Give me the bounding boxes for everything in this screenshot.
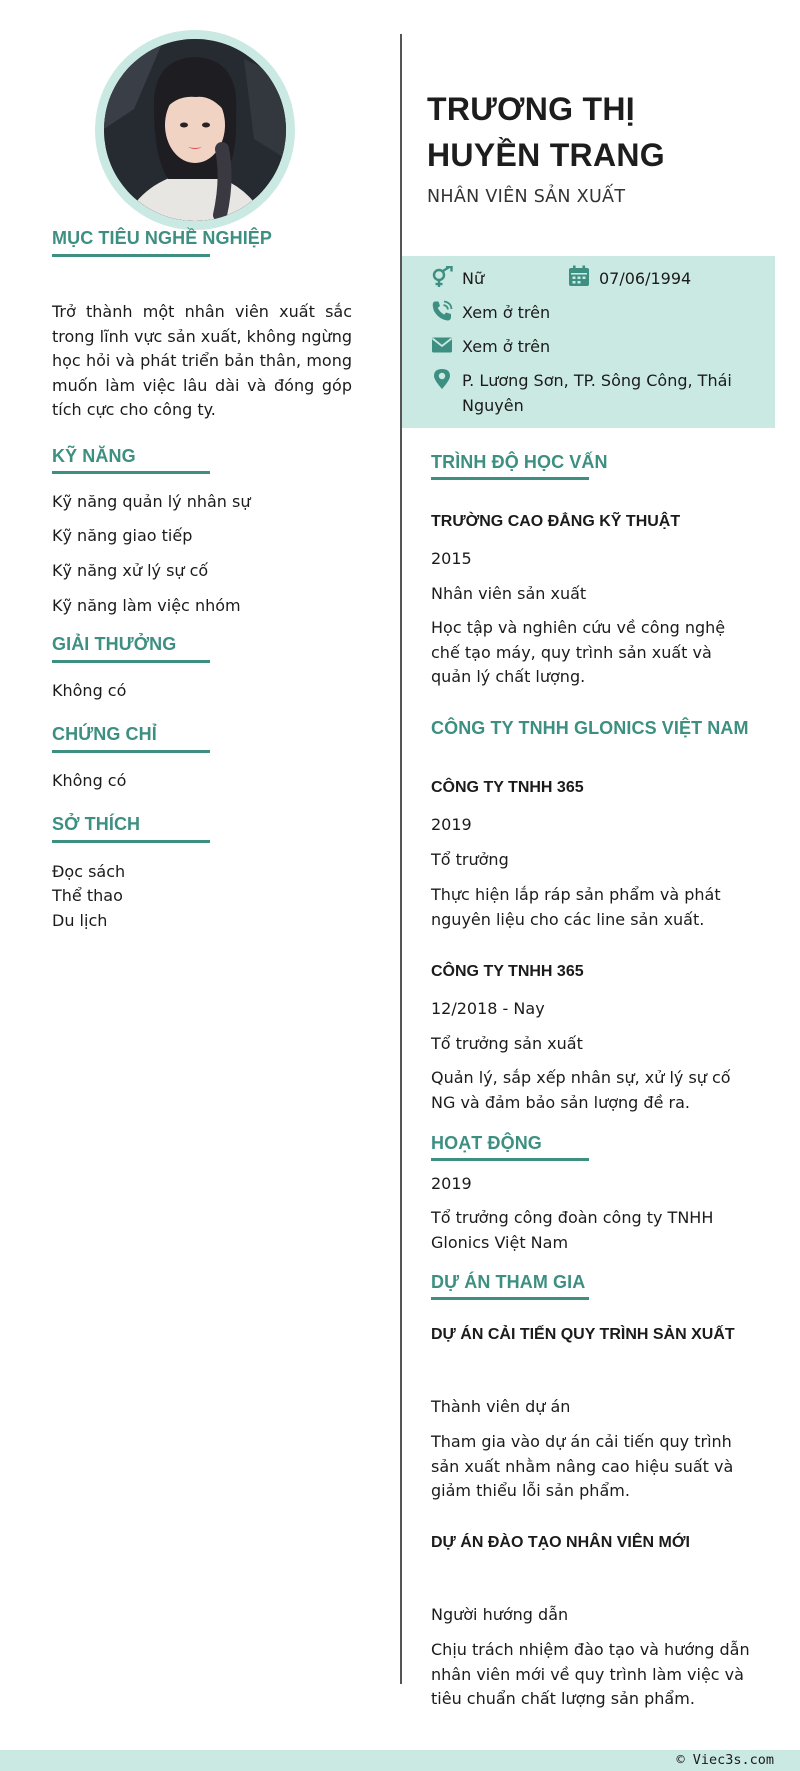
- hobby-item: Đọc sách: [52, 862, 126, 881]
- contact-box: [402, 256, 775, 428]
- certificates-underline: [52, 750, 210, 753]
- project-name: DỰ ÁN CẢI TIẾN QUY TRÌNH SẢN XUẤT: [431, 1326, 735, 1343]
- experience-desc: Quản lý, sắp xếp nhân sự, xử lý sự cố NG và đảm bảo sản lượng đề ra.: [431, 1068, 731, 1112]
- projects-underline: [431, 1297, 589, 1300]
- hobbies-title: SỞ THÍCH: [52, 814, 141, 834]
- project-desc: Chịu trách nhiệm đào tạo và hướng dẫn nhân viên mới về quy trình làm việc và tiêu chuẩn chất lượng sản phẩm.: [431, 1640, 750, 1708]
- project-desc: Tham gia vào dự án cải tiến quy trình sản xuất nhằm nâng cao hiệu suất và giảm thiểu lỗi sản phẩm.: [431, 1432, 734, 1500]
- activities-title: HOẠT ĐỘNG: [431, 1133, 542, 1153]
- avatar: [104, 39, 286, 221]
- objective-title: MỤC TIÊU NGHỀ NGHIỆP: [52, 228, 273, 248]
- activities-underline: [431, 1158, 589, 1161]
- footer-credit: © Viec3s.com: [676, 1752, 774, 1768]
- education-role: Nhân viên sản xuất: [431, 584, 587, 603]
- activities-desc: Tổ trưởng công đoàn công ty TNHH Glonics Việt Nam: [431, 1208, 714, 1252]
- skill-item: Kỹ năng xử lý sự cố: [52, 561, 209, 580]
- experience-period: 12/2018 - Nay: [431, 999, 545, 1018]
- activities-year: 2019: [431, 1174, 472, 1193]
- birthday-text: 07/06/1994: [599, 269, 692, 288]
- objective-underline: [52, 254, 210, 257]
- skills-underline: [52, 471, 210, 474]
- school-name: TRƯỜNG CAO ĐẲNG KỸ THUẬT: [431, 513, 681, 530]
- experience-desc: Thực hiện lắp ráp sản phẩm và phát nguyên liệu cho các line sản xuất.: [431, 885, 721, 929]
- hobby-item: Thể thao: [52, 886, 123, 905]
- experience-company: CÔNG TY TNHH 365: [431, 963, 584, 980]
- education-year: 2015: [431, 549, 472, 568]
- education-underline: [431, 477, 589, 480]
- certificates-title: CHỨNG CHỈ: [52, 724, 157, 744]
- awards-text: Không có: [52, 681, 127, 700]
- skills-title: KỸ NĂNG: [52, 446, 136, 466]
- education-title: TRÌNH ĐỘ HỌC VẤN: [431, 452, 608, 472]
- address-text: P. Lương Sơn, TP. Sông Công, Thái Nguyên: [462, 371, 732, 415]
- experience-title: CÔNG TY TNHH GLONICS VIỆT NAM: [431, 718, 749, 738]
- education-desc: Học tập và nghiên cứu về công nghệ chế tạo máy, quy trình sản xuất và quản lý chất lượng.: [431, 618, 726, 686]
- email-text: Xem ở trên: [462, 337, 551, 356]
- phone-text: Xem ở trên: [462, 303, 551, 322]
- objective-text: Trở thành một nhân viên xuất sắc trong lĩnh vực sản xuất, không ngừng học hỏi và phát triển bản thân, mong muốn làm việc lâu dài và đóng góp tích cực cho công ty.: [52, 302, 352, 419]
- gender-icon: [431, 266, 453, 288]
- hobbies-underline: [52, 840, 210, 843]
- avatar-photo: [104, 39, 286, 221]
- job-title: NHÂN VIÊN SẢN XUẤT: [427, 187, 626, 207]
- email-icon: [431, 334, 453, 356]
- calendar-icon: [568, 265, 590, 287]
- project-role: Người hướng dẫn: [431, 1605, 569, 1624]
- certificates-text: Không có: [52, 771, 127, 790]
- candidate-name: TRƯƠNG THỊ HUYỀN TRANG: [427, 91, 665, 173]
- gender-text: Nữ: [462, 269, 485, 288]
- project-name: DỰ ÁN ĐÀO TẠO NHÂN VIÊN MỚI: [431, 1534, 690, 1551]
- location-icon: [431, 368, 453, 390]
- experience-position: Tổ trưởng sản xuất: [431, 1034, 583, 1053]
- awards-underline: [52, 660, 210, 663]
- hobby-item: Du lịch: [52, 911, 108, 930]
- experience-position: Tổ trưởng: [431, 850, 509, 869]
- footer-bar: [0, 1750, 800, 1771]
- awards-title: GIẢI THƯỞNG: [52, 634, 177, 654]
- skill-item: Kỹ năng làm việc nhóm: [52, 596, 241, 615]
- skill-item: Kỹ năng quản lý nhân sự: [52, 492, 251, 511]
- skill-item: Kỹ năng giao tiếp: [52, 526, 193, 545]
- projects-title: DỰ ÁN THAM GIA: [431, 1272, 586, 1292]
- experience-period: 2019: [431, 815, 472, 834]
- experience-company: CÔNG TY TNHH 365: [431, 779, 584, 796]
- project-role: Thành viên dự án: [431, 1397, 571, 1416]
- avatar-frame: [95, 30, 295, 230]
- phone-icon: [431, 300, 453, 322]
